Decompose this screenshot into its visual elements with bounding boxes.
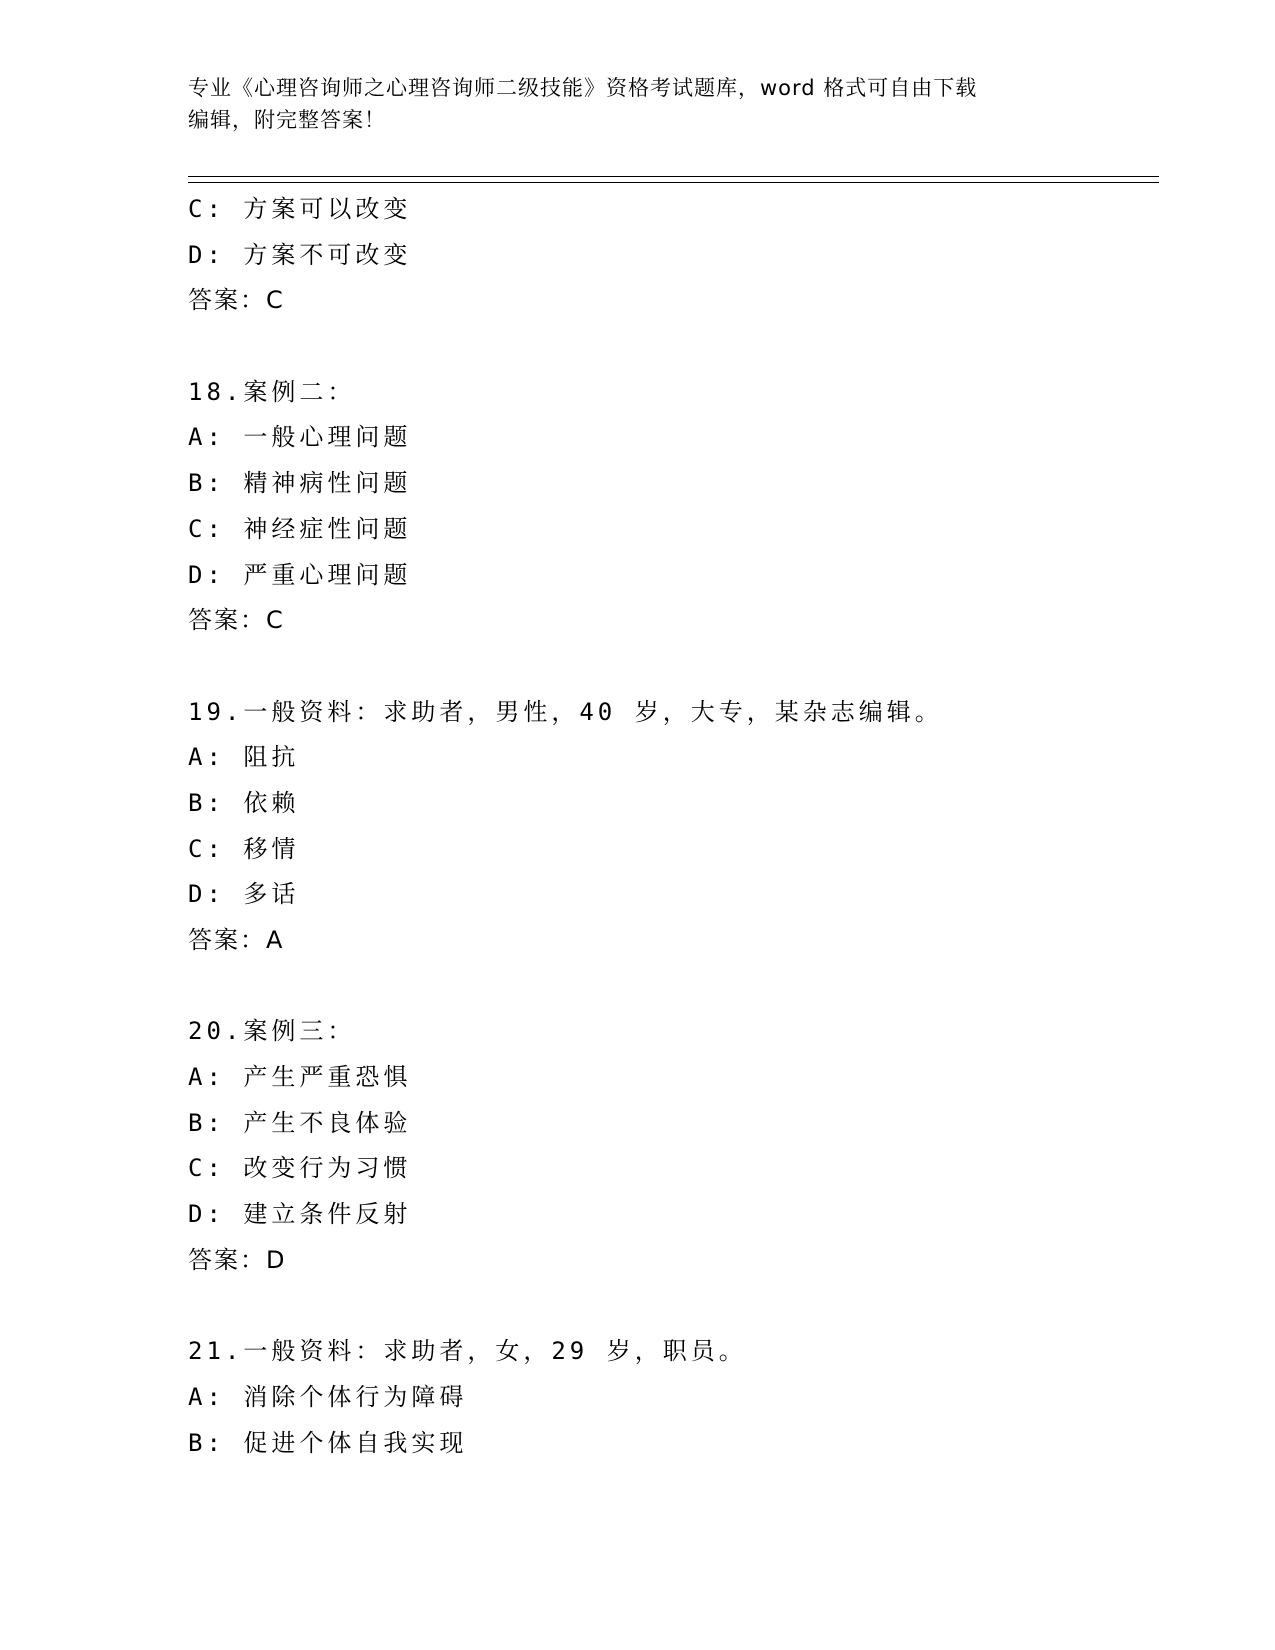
spacer [188, 644, 1148, 690]
option-b: B: 精神病性问题 [188, 469, 412, 498]
question-text: 21.一般资料：求助者，女，29 岁，职员。 [188, 1337, 747, 1366]
option-c: C: 改变行为习惯 [188, 1154, 412, 1183]
spacer [188, 964, 1148, 1010]
option-a: A: 产生严重恐惧 [188, 1063, 412, 1092]
option-b: B: 产生不良体验 [188, 1108, 412, 1137]
option-d: D: 多话 [188, 880, 300, 909]
option-c: C: 神经症性问题 [188, 514, 412, 543]
document-header [188, 72, 1088, 136]
option-a: A: 一般心理问题 [188, 423, 412, 452]
question-text: 20.案例三： [188, 1017, 356, 1046]
spacer [188, 324, 1148, 370]
header-line-1: 专业《心理咨询师之心理咨询师二级技能》资格考试题库，word 格式可自由下载 [188, 76, 978, 100]
answer-line: 答案：C [188, 286, 285, 315]
option-a: A: 阻抗 [188, 743, 300, 772]
question-text: 19.一般资料：求助者，男性，40 岁，大专，某杂志编辑。 [188, 697, 943, 726]
answer-line: 答案：A [188, 926, 285, 954]
option-c: C: 移情 [188, 834, 300, 863]
spacer [188, 1284, 1148, 1330]
question-block-18 [188, 370, 1148, 644]
option-c: C: 方案可以改变 [188, 195, 412, 223]
header-line-2: 编辑，附完整答案！ [188, 108, 386, 132]
header-divider-bottom [188, 182, 1159, 183]
question-block-21 [188, 1329, 1148, 1466]
question-block-20 [188, 1009, 1148, 1283]
question-list [188, 187, 1148, 1466]
option-b: B: 依赖 [188, 788, 300, 817]
option-a: A: 消除个体行为障碍 [188, 1382, 468, 1411]
option-d: D: 方案不可改变 [188, 240, 412, 269]
answer-line: 答案：C [188, 606, 285, 635]
option-d: D: 建立条件反射 [188, 1200, 412, 1229]
answer-line: 答案：D [188, 1245, 287, 1274]
question-text: 18.案例二： [188, 377, 356, 406]
option-d: D: 严重心理问题 [188, 560, 412, 589]
question-block-19 [188, 690, 1148, 964]
question-block-17 [188, 187, 1148, 324]
header-divider-top [188, 176, 1159, 177]
option-b: B: 促进个体自我实现 [188, 1428, 468, 1457]
